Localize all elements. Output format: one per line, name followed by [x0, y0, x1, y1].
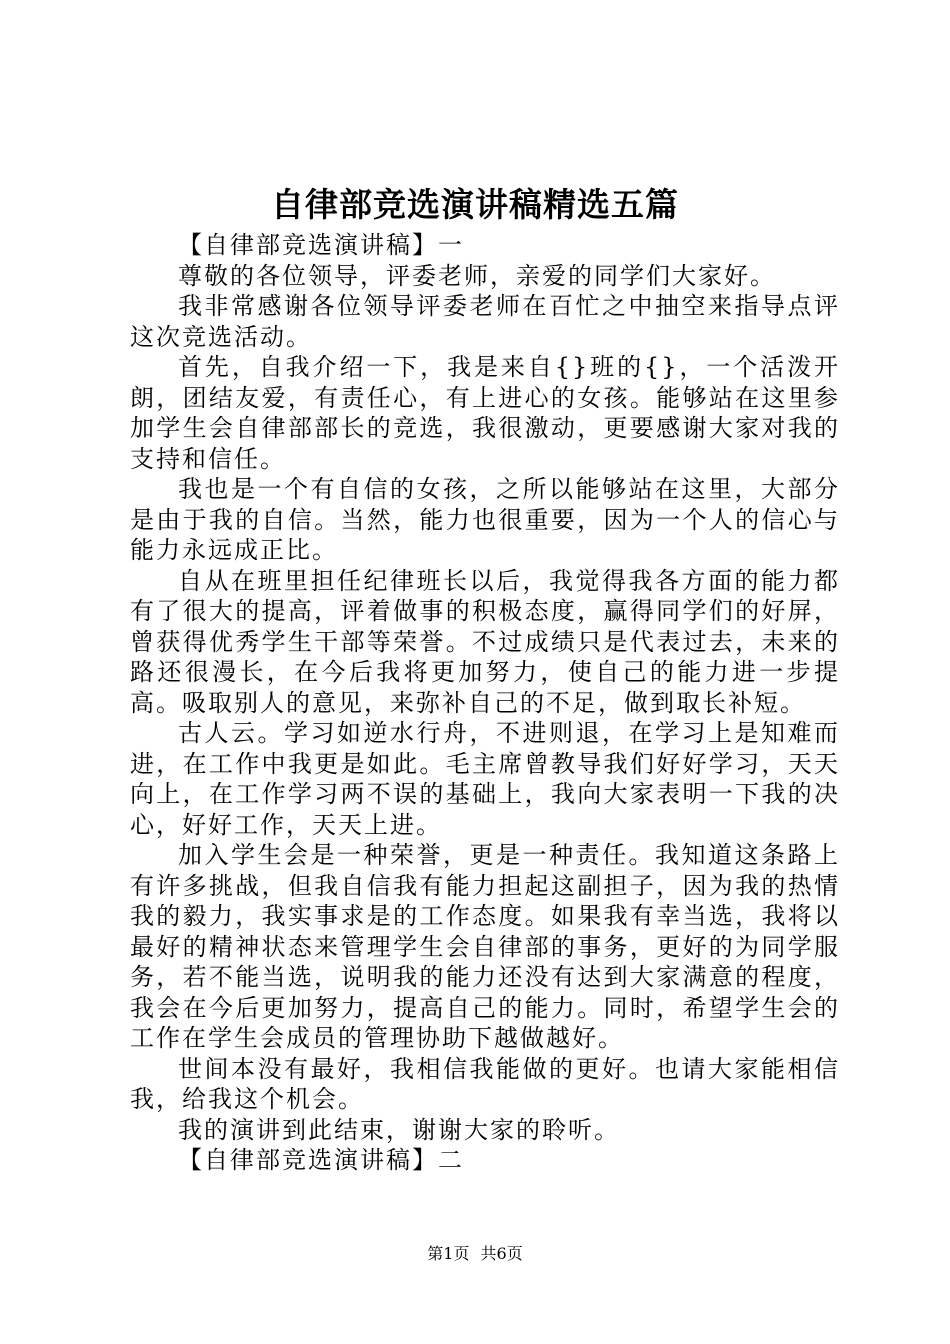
paragraph: 加入学生会是一种荣誉，更是一种责任。我知道这条路上有许多挑战，但我自信我有能力担起这副担子，因为我的热情我的毅力，我实事求是的工作态度。如果我有幸当选，我将以最好的精神状态来管理学生会自律部的事务，更好的为同学服务，若不能当选，说明我的能力还没有达到大家满意的程度，我会在今后更加努力，提高自己的能力。同时，希望学生会的工作在学生会成员的管理协助下越做越好。: [130, 841, 840, 1052]
page-footer: [0, 1243, 950, 1265]
document-title: 自律部竞选演讲稿精选五篇: [271, 185, 679, 224]
page-number: 第1页: [427, 1244, 470, 1263]
section-heading-2: 【自律部竞选演讲稿】二: [178, 1146, 464, 1174]
paragraph: 我非常感谢各位领导评委老师在百忙之中抽空来指导点评这次竞选活动。: [130, 292, 840, 351]
paragraph: 首先，自我介绍一下，我是来自{}班的{}，一个活泼开朗，团结友爱，有责任心，有上进心的女孩。能够站在这里参加学生会自律部部长的竞选，我很激动，更要感谢大家对我的支持和信任。: [130, 353, 840, 473]
paragraph-closing: 我的演讲到此结束，谢谢大家的聆听。: [178, 1115, 620, 1144]
paragraph: 古人云。学习如逆水行舟，不进则退，在学习上是知难而进，在工作中我更是如此。毛主席曾教导我们好好学习，天天向上，在工作学习两不误的基础上，我向大家表明一下我的决心，好好工作，天天上进。: [130, 719, 840, 839]
paragraph: 自从在班里担任纪律班长以后，我觉得我各方面的能力都有了很大的提高，评着做事的积极态度，赢得同学们的好屏，曾获得优秀学生干部等荣誉。不过成绩只是代表过去，未来的路还很漫长，在今后我将更加努力，使自己的能力进一步提高。吸取别人的意见，来弥补自己的不足，做到取长补短。: [130, 566, 840, 717]
section-heading-1: 【自律部竞选演讲稿】一: [178, 231, 464, 259]
page-total: 共6页: [480, 1244, 523, 1263]
paragraph: 我也是一个有自信的女孩，之所以能够站在这里，大部分是由于我的自信。当然，能力也很重要，因为一个人的信心与能力永远成正比。: [130, 475, 840, 564]
document-body: [130, 230, 840, 1176]
paragraph-greeting: 尊敬的各位领导，评委老师，亲爱的同学们大家好。: [178, 261, 776, 290]
paragraph: 世间本没有最好，我相信我能做的更好。也请大家能相信我，给我这个机会。: [130, 1054, 840, 1113]
